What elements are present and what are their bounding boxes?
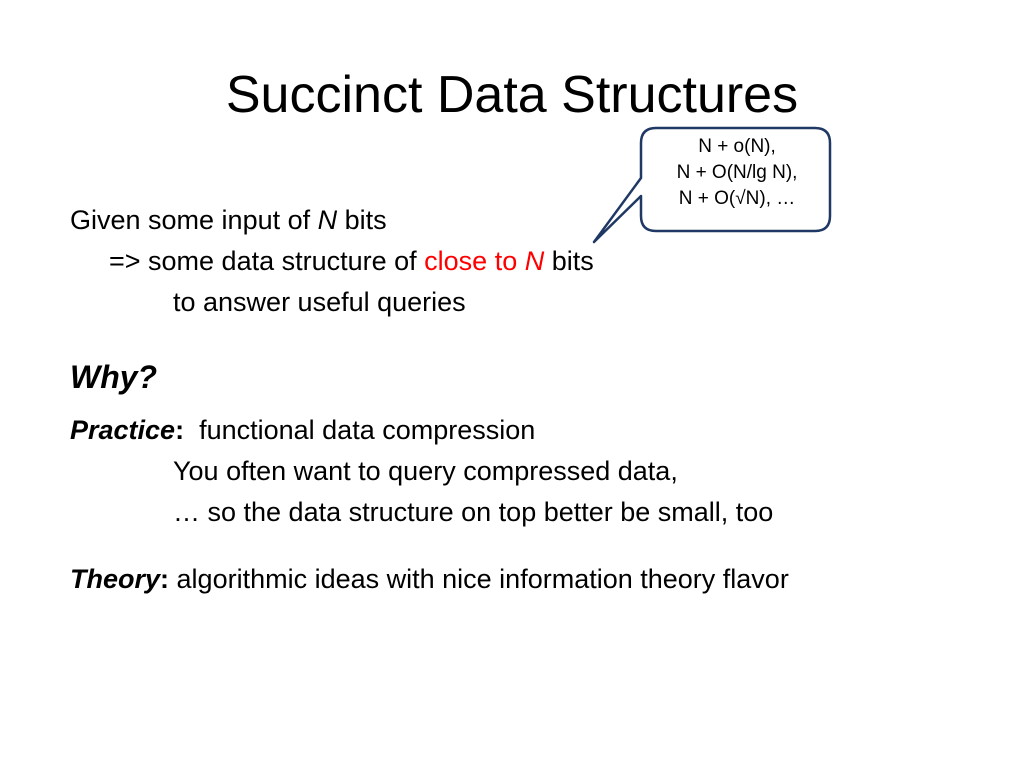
callout-line: N + O(√N), … (678, 188, 796, 209)
queries-line: to answer useful queries (173, 287, 466, 317)
slide-title: Succinct Data Structures (225, 66, 799, 124)
callout-line: N + O(N/lg N), (676, 162, 798, 183)
structure-prefix: => some data structure of (109, 246, 425, 276)
given-prefix: Given some input of (70, 205, 318, 235)
close-to-var: N (524, 246, 545, 276)
callout-line: N + o(N), (698, 136, 776, 157)
theory-colon: : (160, 564, 170, 594)
theory-label: Theory (70, 564, 161, 594)
practice-sub1: You often want to query compressed data, (173, 456, 678, 486)
theory-line (70, 562, 789, 596)
given-line (70, 203, 387, 237)
why-heading: Why? (70, 359, 158, 395)
callout-text (642, 134, 832, 212)
theory-text: algorithmic ideas with nice information theory flavor (169, 564, 789, 594)
practice-colon: : (175, 415, 185, 445)
structure-line (109, 244, 594, 278)
practice-line (70, 413, 535, 447)
given-var: N (317, 205, 338, 235)
callout-bubble (590, 126, 835, 246)
practice-text: functional data compression (184, 415, 536, 445)
structure-suffix: bits (544, 246, 594, 276)
given-suffix: bits (337, 205, 387, 235)
close-to-highlight: close to (424, 246, 525, 276)
practice-label: Practice (70, 415, 176, 445)
practice-sub2: … so the data structure on top better be small, too (173, 497, 774, 527)
